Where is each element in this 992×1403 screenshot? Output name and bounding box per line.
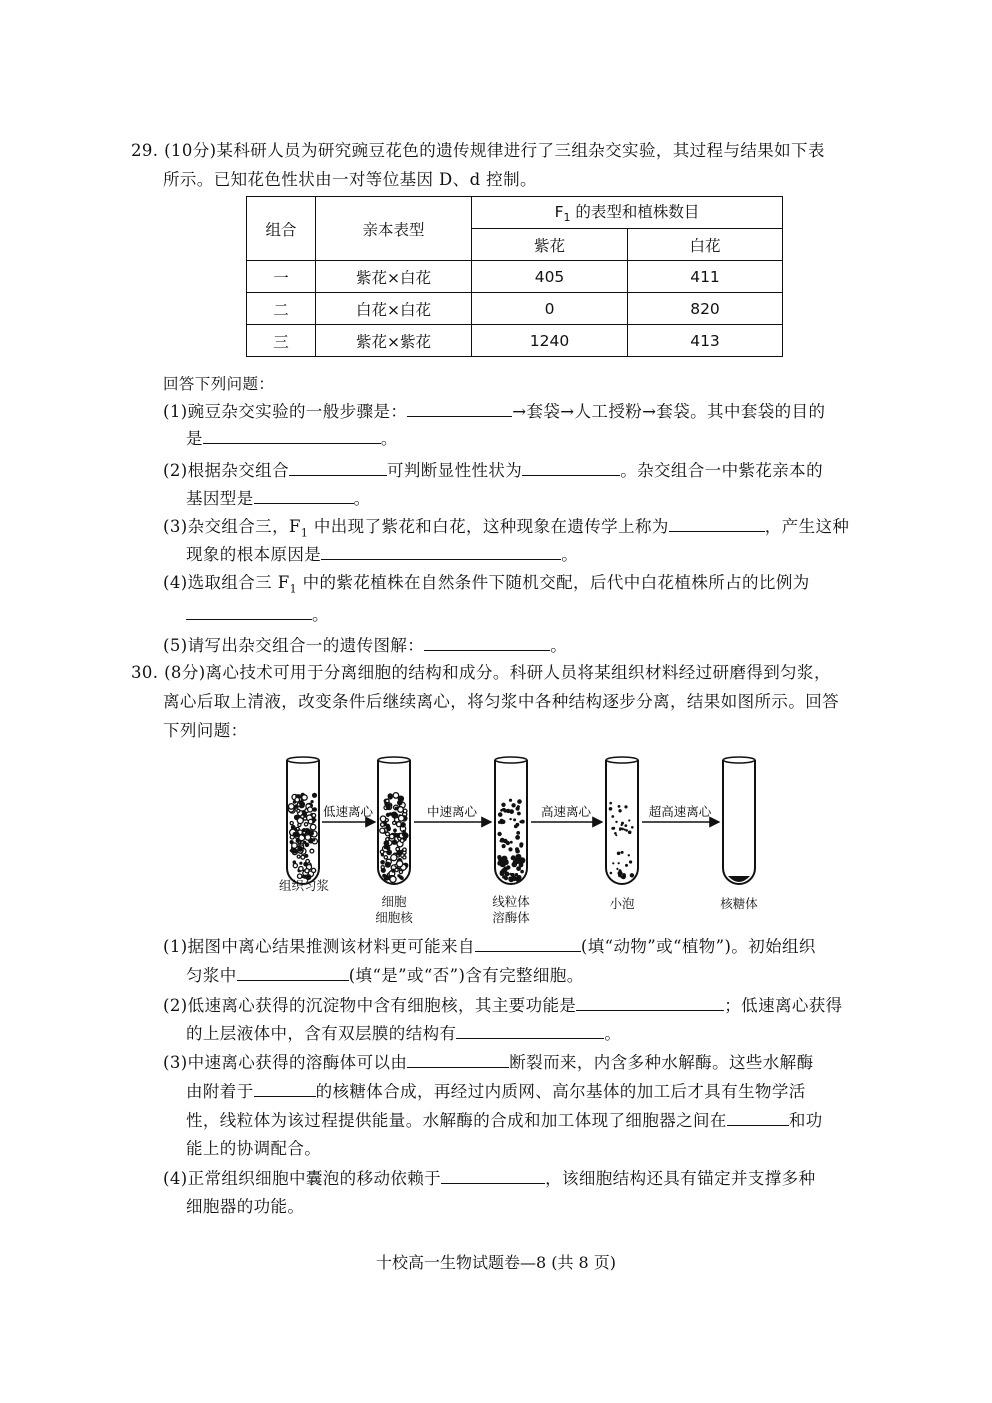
particle	[617, 852, 621, 856]
answer-blank[interactable]	[522, 460, 620, 476]
particle	[511, 803, 515, 807]
particle	[501, 840, 504, 843]
particle	[520, 870, 524, 874]
table-header-purple: 紫花	[472, 229, 628, 261]
particle	[290, 822, 293, 825]
particle	[385, 862, 391, 868]
particle	[618, 862, 620, 864]
particle	[504, 876, 508, 880]
particle	[397, 800, 403, 806]
particle	[515, 860, 520, 865]
answer-blank[interactable]	[254, 1081, 316, 1097]
test-tube-high-speed	[606, 757, 638, 884]
particle	[511, 856, 516, 861]
particle	[517, 812, 521, 816]
answer-blank[interactable]	[237, 965, 349, 981]
table-cell-parent: 紫花×白花	[316, 261, 472, 293]
tube-label: 线粒体 溶酶体	[492, 894, 530, 925]
page-footer: 十校高一生物试题卷—8 (共 8 页)	[375, 1253, 617, 1272]
particle	[380, 860, 385, 865]
particle	[305, 829, 311, 835]
q30-sub3-line3: 性，线粒体为该过程提供能量。水解酶的合成和加工体现了细胞器之间在 和功	[186, 1111, 823, 1130]
particle	[386, 804, 391, 809]
particle	[628, 819, 630, 821]
particle	[305, 869, 309, 873]
q29-sub2-line1: (2)根据杂交组合 可判断显性性状为 。杂交组合一中紫花亲本的	[163, 461, 823, 480]
q30-sub4-line1: (4)正常组织细胞中囊泡的移动依赖于 ，该细胞结构还具有锚定并支撑多种	[163, 1169, 816, 1188]
particle	[625, 864, 628, 867]
particle	[302, 795, 307, 800]
particle	[314, 819, 317, 822]
table-cell-white: 411	[628, 261, 783, 293]
q29-prompt: 回答下列问题：	[163, 375, 275, 393]
answer-blank[interactable]	[441, 1168, 545, 1184]
table-cell-parent: 白花×白花	[316, 293, 472, 325]
particle	[501, 856, 507, 862]
particle	[395, 807, 398, 810]
particle	[296, 827, 299, 830]
q29-sub1-line2: 是 。	[186, 429, 398, 448]
q30-line-1: 30. (8分)离心技术可用于分离细胞的结构和成分。科研人员将某组织材料经过研磨得到匀浆，	[131, 663, 831, 682]
particle	[615, 821, 617, 823]
particle	[513, 818, 516, 821]
table-cell-purple: 1240	[472, 325, 628, 357]
table-cell-purple: 405	[472, 261, 628, 293]
particle	[521, 820, 525, 824]
particle	[386, 838, 389, 841]
particle	[290, 849, 293, 852]
particle	[510, 841, 513, 844]
arrow-label: 中速离心	[426, 804, 478, 819]
particle	[501, 803, 505, 807]
particle	[391, 855, 397, 861]
particle	[503, 867, 508, 872]
particle	[385, 819, 388, 822]
particle	[630, 873, 634, 877]
particle	[503, 809, 507, 813]
particle	[629, 860, 632, 863]
particle	[380, 850, 384, 854]
particle	[299, 862, 302, 865]
arrow-label: 高速离心	[540, 804, 592, 819]
particle	[612, 862, 614, 864]
particle	[498, 812, 503, 817]
table-cell-purple: 0	[472, 293, 628, 325]
particle	[500, 819, 504, 823]
q29-line-1: 29. (10分)某科研人员为研究豌豆花色的遗传规律进行了三组杂交实验，其过程与结果如下表	[131, 141, 825, 160]
particle	[628, 854, 630, 856]
particle	[631, 826, 634, 829]
particle	[611, 815, 614, 818]
particle	[399, 870, 402, 873]
q30-line-3: 下列问题：	[163, 721, 248, 740]
table-header-f1: $F_1$ 的表型和植株数目	[472, 197, 783, 229]
tube-label: 核糖体	[720, 896, 758, 911]
particle	[506, 841, 510, 845]
particle	[621, 851, 624, 854]
particle	[509, 799, 512, 802]
particle	[301, 815, 304, 818]
test-tube-homogenate	[287, 757, 319, 884]
particle	[628, 831, 632, 835]
particle	[308, 807, 313, 812]
answer-blank[interactable]	[254, 488, 354, 504]
particle	[519, 842, 523, 846]
particle	[621, 828, 624, 831]
particle	[517, 799, 522, 804]
tube-label: 组织匀浆	[278, 878, 329, 893]
particle	[500, 809, 503, 812]
arrow-label: 低速离心	[322, 804, 374, 819]
particle	[516, 831, 520, 835]
q29-sub3-line1: (3)杂交组合三，$F_1$ 中出现了紫花和白花，这种现象在遗传学上称为 ，产生这种	[163, 517, 850, 540]
particle	[624, 824, 627, 827]
particle	[396, 850, 402, 856]
particle	[386, 799, 390, 803]
particle	[619, 829, 621, 831]
particle	[390, 876, 396, 882]
particle	[609, 807, 613, 811]
q30-sub2-line2: 的上层液体中，含有双层膜的结构有 。	[186, 1024, 622, 1043]
particle	[509, 809, 514, 814]
particle	[391, 812, 397, 818]
particle	[293, 864, 297, 868]
particle	[393, 829, 397, 833]
particle	[395, 868, 398, 871]
q30-sub1-line1: (1)据图中离心结果推测该材料更可能来自 (填“动物”或“植物”)。初始组织	[163, 937, 816, 956]
q29-table	[246, 196, 783, 357]
q30-sub3-line1: (3)中速离心获得的溶酶体可以由 断裂而来，内含多种水解酶。这些水解酶	[163, 1053, 814, 1072]
table-cell-group: 二	[247, 293, 316, 325]
table-header-parent: 亲本表型	[316, 197, 472, 261]
q29-sub2-line2: 基因型是 。	[186, 489, 371, 508]
test-tube-medium-speed	[495, 757, 527, 884]
table-header-group: 组合	[247, 197, 316, 261]
answer-blank[interactable]	[727, 1110, 789, 1126]
particle	[509, 818, 511, 820]
q29-sub5: (5)请写出杂交组合一的遗传图解： 。	[163, 636, 568, 655]
q30-line-2: 离心后取上清液，改变条件后继续离心，将匀浆中各种结构逐步分离，结果如图所示。回答	[163, 692, 839, 711]
table-row	[247, 293, 783, 325]
particle	[289, 804, 295, 810]
test-tube-low-speed	[378, 757, 410, 884]
particle	[614, 832, 617, 835]
particle	[297, 855, 300, 858]
answer-blank[interactable]	[576, 995, 724, 1011]
answer-blank[interactable]	[407, 1052, 509, 1068]
q30-sub4-line2: 细胞器的功能。	[186, 1197, 305, 1216]
answer-blank[interactable]	[321, 544, 561, 560]
particle	[308, 819, 313, 824]
answer-blank[interactable]	[407, 401, 512, 417]
answer-blank[interactable]	[456, 1023, 604, 1039]
particle	[311, 800, 314, 803]
tube-label: 小泡	[609, 896, 635, 911]
particle	[624, 829, 626, 831]
q30-sub3-line2: 由附着于 的核糖体合成，再经过内质网、高尔基体的加工后才具有生物学活	[186, 1082, 806, 1101]
particle	[398, 815, 404, 821]
particle	[299, 801, 305, 807]
particle	[312, 793, 317, 798]
table-cell-parent: 紫花×紫花	[316, 325, 472, 357]
q29-sub4-line2: 。	[186, 604, 329, 625]
particle	[400, 822, 406, 828]
particle	[380, 828, 385, 833]
answer-blank[interactable]	[475, 936, 581, 952]
table-cell-white: 413	[628, 325, 783, 357]
q30-sub1-line2: 匀浆中 (填“是”或“否”)含有完整细胞。	[186, 966, 584, 985]
particle	[310, 824, 316, 830]
particle	[516, 866, 521, 871]
particle	[400, 839, 404, 843]
particle	[515, 835, 520, 840]
particle	[304, 823, 307, 826]
particle	[381, 866, 384, 869]
table-cell-group: 三	[247, 325, 316, 357]
particle	[616, 868, 618, 870]
particle	[298, 846, 304, 852]
particle	[509, 873, 512, 876]
q29-line-2: 所示。已知花色性状由一对等位基因 D、d 控制。	[163, 170, 537, 189]
particle	[291, 825, 296, 830]
table-row	[247, 325, 783, 357]
particle	[397, 861, 403, 867]
q29-sub3-line2: 现象的根本原因是 。	[186, 545, 579, 564]
particle	[403, 848, 406, 851]
test-tube-ultra-speed	[723, 757, 755, 884]
particle	[294, 832, 300, 838]
particle	[622, 873, 626, 877]
table-row	[247, 261, 783, 293]
particle	[381, 823, 385, 827]
answer-blank[interactable]	[289, 460, 387, 476]
particle	[310, 849, 314, 853]
particle	[388, 793, 393, 798]
particle	[497, 832, 501, 836]
particle	[299, 867, 303, 871]
particle	[312, 838, 315, 841]
q29-sub4-line1: (4)选取组合三 $F_1$ 中的紫花植株在自然条件下随机交配，后代中白花植株所占的比例为	[163, 573, 810, 596]
particle	[296, 839, 300, 843]
particle	[391, 869, 395, 873]
particle	[384, 856, 387, 859]
particle	[397, 874, 400, 877]
particle	[305, 843, 310, 848]
particle	[517, 805, 520, 808]
q30-sub2-line1: (2)低速离心获得的沉淀物中含有细胞核，其主要功能是 ；低速离心获得	[163, 996, 843, 1015]
arrow-label: 超高速离心	[648, 804, 712, 819]
particle	[610, 872, 613, 875]
particle	[292, 843, 297, 848]
particle	[402, 832, 407, 837]
q29-sub1-line1: (1)豌豆杂交实验的一般步骤是： →套袋→人工授粉→套袋。其中套袋的目的	[163, 402, 826, 421]
particle	[609, 802, 612, 805]
table-header-white: 白花	[628, 229, 783, 261]
particle	[619, 871, 623, 875]
answer-blank[interactable]	[424, 635, 550, 651]
particle	[624, 805, 627, 808]
particle	[293, 800, 297, 804]
particle	[516, 823, 520, 827]
particle	[312, 868, 316, 872]
table-cell-white: 820	[628, 293, 783, 325]
particle	[618, 809, 621, 812]
particle	[502, 844, 506, 848]
particle	[400, 876, 404, 880]
table-cell-group: 一	[247, 261, 316, 293]
particle	[386, 832, 390, 836]
particle	[621, 822, 624, 825]
particle	[612, 827, 615, 830]
particle	[618, 805, 621, 808]
particle	[312, 814, 316, 818]
answer-blank[interactable]	[203, 428, 381, 444]
particle	[393, 793, 399, 799]
particle	[504, 872, 509, 877]
particle	[512, 876, 517, 881]
particle	[403, 856, 406, 859]
tube-label: 细胞 细胞核	[375, 894, 413, 925]
particle	[384, 846, 387, 849]
answer-blank[interactable]	[669, 516, 765, 532]
q30-sub3-line4: 能上的协调配合。	[186, 1139, 322, 1158]
particle	[515, 847, 519, 851]
particle	[301, 855, 305, 859]
particle	[306, 860, 310, 864]
answer-blank[interactable]	[186, 604, 312, 620]
particle	[297, 809, 300, 812]
particle	[390, 834, 395, 839]
particle	[508, 847, 512, 851]
